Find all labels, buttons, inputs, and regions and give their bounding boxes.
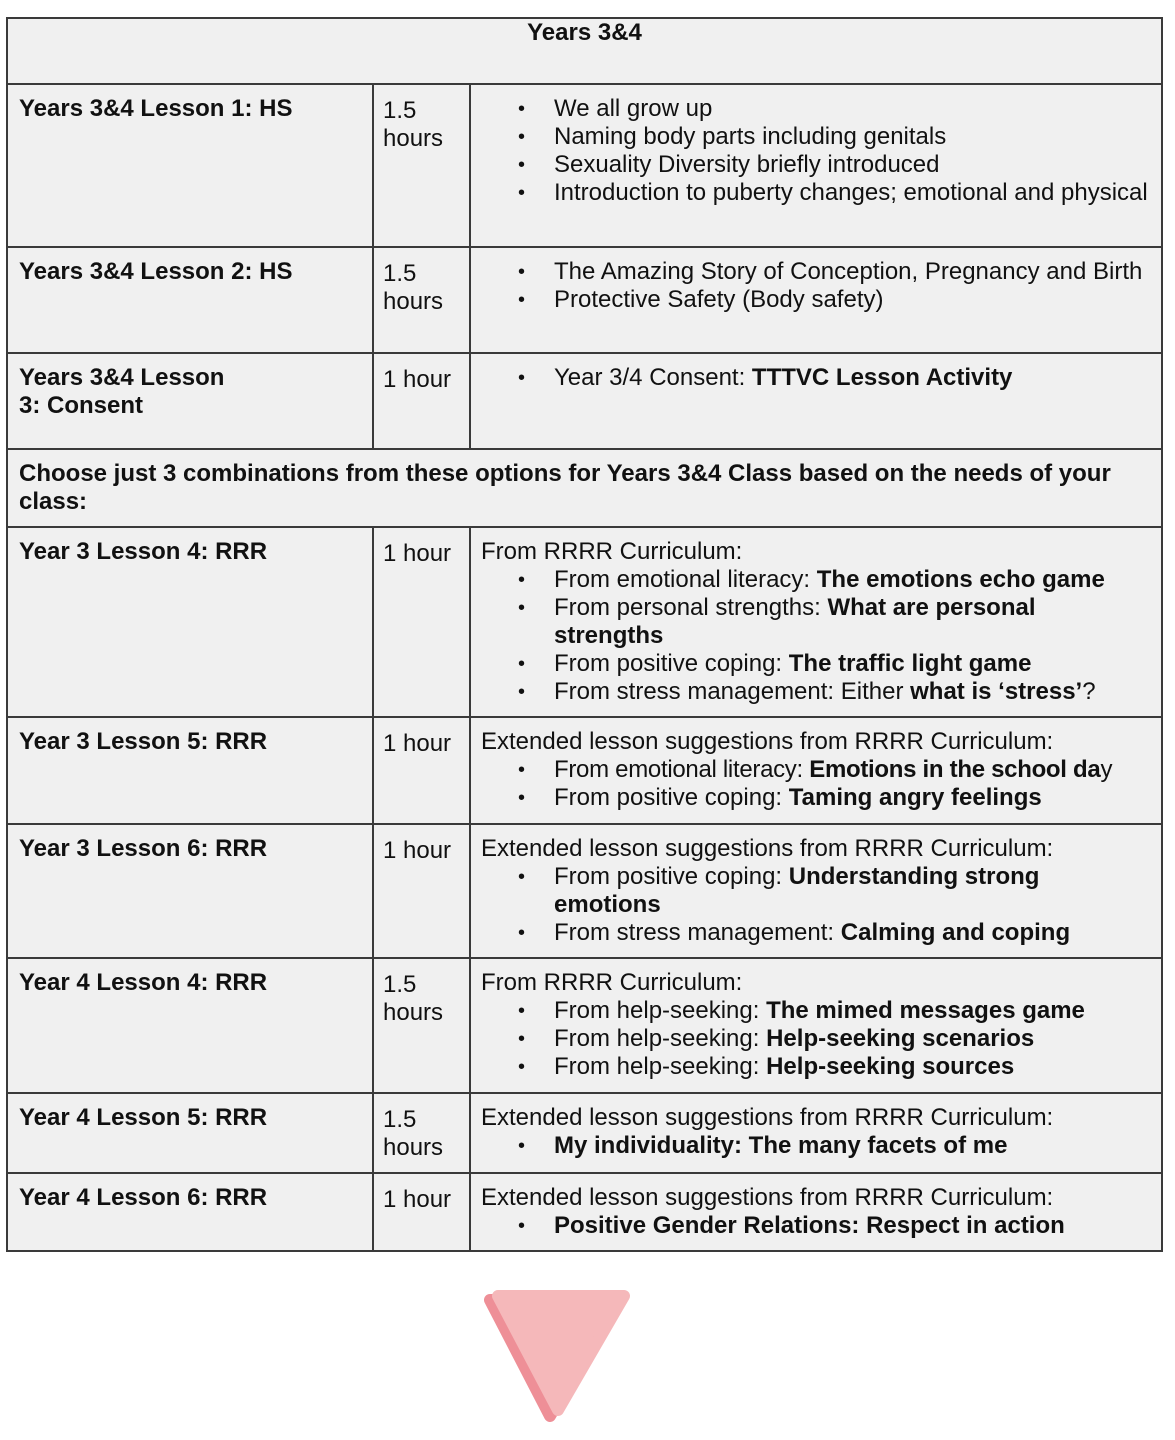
lesson-content (470, 1093, 1162, 1173)
list-item: • From help-seeking: Help-seeking sources (554, 1053, 1151, 1081)
topic-list (481, 258, 1151, 314)
lesson-name: Year 3 Lesson 5: RRR (7, 717, 373, 824)
lesson-content (470, 527, 1162, 717)
topic-list (481, 756, 1151, 812)
topic-list (481, 997, 1151, 1081)
lesson-duration: 1.5 hours (373, 84, 470, 247)
lesson-duration: 1 hour (373, 717, 470, 824)
lesson-intro: From RRRR Curriculum: (481, 969, 743, 996)
table-row (7, 247, 1162, 353)
table-row (7, 1173, 1162, 1251)
lesson-duration: 1.5 hours (373, 958, 470, 1093)
lesson-content (470, 958, 1162, 1093)
lesson-name: Years 3&4 Lesson 2: HS (7, 247, 373, 353)
triangle-logo-icon (478, 1288, 632, 1422)
lesson-duration: 1.5 hours (373, 1093, 470, 1173)
lesson-content (470, 824, 1162, 958)
list-item: • Protective Safety (Body safety) (554, 286, 1151, 314)
lesson-content (470, 247, 1162, 353)
list-item: • From help-seeking: The mimed messages game (554, 997, 1151, 1025)
list-item: • My individuality: The many facets of me (554, 1132, 1151, 1160)
list-item: • From personal strengths: What are personal strengths (554, 594, 1151, 650)
table-row (7, 353, 1162, 449)
table-row (7, 958, 1162, 1093)
list-item: • Positive Gender Relations: Respect in action (554, 1212, 1151, 1240)
list-item: • Naming body parts including genitals (554, 123, 1151, 151)
list-item: • From emotional literacy: The emotions echo game (554, 566, 1151, 594)
lesson-intro: Extended lesson suggestions from RRRR Curriculum: (481, 728, 1054, 755)
lesson-content (470, 353, 1162, 449)
table-header-row (7, 18, 1162, 84)
list-item: • From stress management: Either what is ‘stress’? (554, 678, 1151, 706)
list-item: • From help-seeking: Help-seeking scenarios (554, 1025, 1151, 1053)
topic-list (481, 566, 1151, 706)
list-item: • From positive coping: The traffic light game (554, 650, 1151, 678)
list-item: • From stress management: Calming and coping (554, 919, 1151, 947)
list-item: • From positive coping: Taming angry feelings (554, 784, 1151, 812)
list-item: • From positive coping: Understanding strong emotions (554, 863, 1151, 919)
table-title: Years 3&4 (7, 18, 1162, 84)
lesson-intro: Extended lesson suggestions from RRRR Curriculum: (481, 1184, 1054, 1211)
topic-list (481, 95, 1151, 207)
lesson-content (470, 84, 1162, 247)
topic-list (481, 1212, 1151, 1240)
list-item: • Year 3/4 Consent: TTTVC Lesson Activity (554, 364, 1151, 392)
lesson-intro: Extended lesson suggestions from RRRR Curriculum: (481, 1104, 1054, 1131)
choose-note: Choose just 3 combinations from these options for Years 3&4 Class based on the needs of your class: (7, 449, 1162, 527)
lesson-duration: 1.5 hours (373, 247, 470, 353)
list-item: • Introduction to puberty changes; emotional and physical (554, 179, 1151, 207)
lesson-duration: 1 hour (373, 353, 470, 449)
list-item: • The Amazing Story of Conception, Pregnancy and Birth (554, 258, 1151, 286)
lesson-duration: 1 hour (373, 527, 470, 717)
topic-list (481, 863, 1151, 947)
table-row (7, 1093, 1162, 1173)
lesson-duration: 1 hour (373, 1173, 470, 1251)
lesson-duration: 1 hour (373, 824, 470, 958)
lesson-content (470, 1173, 1162, 1251)
list-item: • Sexuality Diversity briefly introduced (554, 151, 1151, 179)
table-row (7, 527, 1162, 717)
lesson-name: Years 3&4 Lesson 3: Consent (7, 353, 373, 449)
lesson-name: Year 4 Lesson 6: RRR (7, 1173, 373, 1251)
table-row (7, 84, 1162, 247)
table-row (7, 824, 1162, 958)
choose-note-row (7, 449, 1162, 527)
lesson-content (470, 717, 1162, 824)
lesson-name: Year 3 Lesson 6: RRR (7, 824, 373, 958)
lesson-name: Years 3&4 Lesson 1: HS (7, 84, 373, 247)
lesson-intro: From RRRR Curriculum: (481, 538, 743, 565)
topic-list (481, 364, 1151, 392)
lesson-name: Year 4 Lesson 5: RRR (7, 1093, 373, 1173)
lesson-name: Year 3 Lesson 4: RRR (7, 527, 373, 717)
list-item: • We all grow up (554, 95, 1151, 123)
table-row (7, 717, 1162, 824)
list-item: • From emotional literacy: Emotions in the school day (554, 756, 1151, 784)
lesson-intro: Extended lesson suggestions from RRRR Curriculum: (481, 835, 1054, 862)
lesson-name: Year 4 Lesson 4: RRR (7, 958, 373, 1093)
topic-list (481, 1132, 1151, 1160)
lesson-plan-table (6, 17, 1163, 1252)
